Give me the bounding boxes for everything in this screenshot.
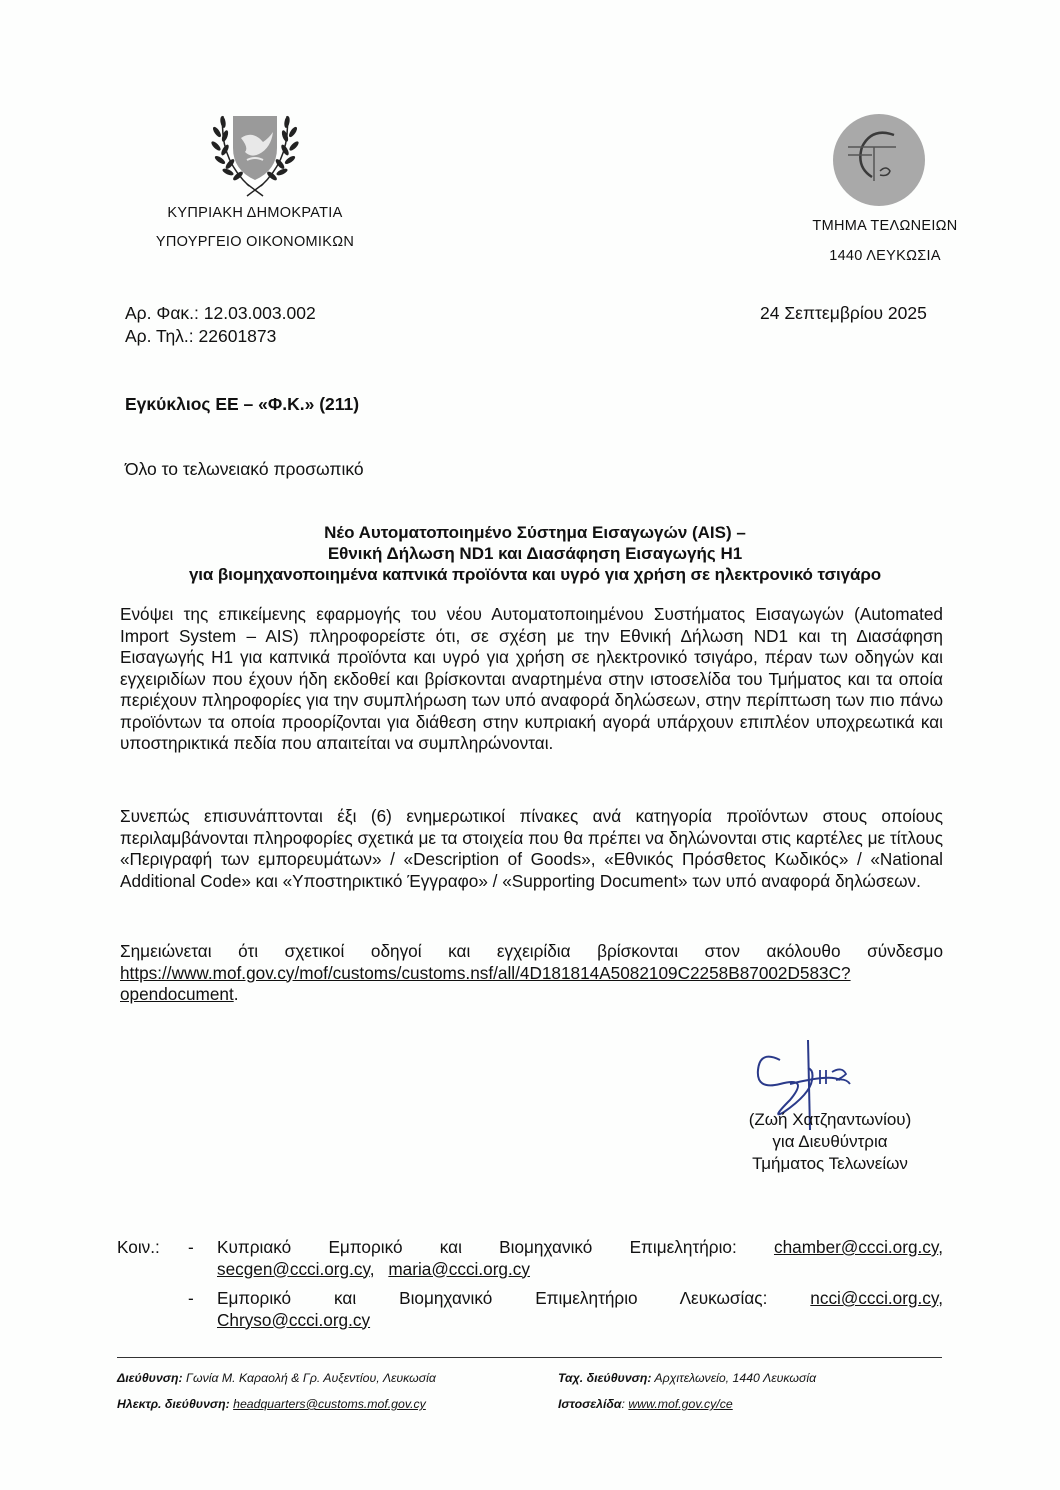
footer-postal-value: Αρχιτελωνείο, 1440 Λευκωσία <box>654 1371 817 1385</box>
footer-email <box>117 1397 426 1411</box>
recipient: Όλο το τελωνειακό προσωπικό <box>125 459 364 479</box>
cc-item-1-dash: - <box>188 1237 194 1257</box>
customs-department-logo-icon <box>832 113 926 207</box>
email-link-ncci[interactable]: ncci@ccci.org.cy <box>810 1288 939 1308</box>
footer-address-label: Διεύθυνση: <box>117 1371 183 1385</box>
footer-website-label: Ιστοσελίδα <box>558 1397 622 1411</box>
cc-item-2: - Εμπορικό και Βιομηχανικό Επιμελητήριο Λευκωσίας: ncci@ccci.org.cy, Chryso@ccci.org.cy <box>188 1288 943 1330</box>
cyprus-coat-of-arms-icon <box>203 108 307 198</box>
email-link-maria[interactable]: maria@ccci.org.cy <box>388 1258 530 1279</box>
circular-code: Εγκύκλιος ΕΕ – «Φ.Κ.» (211) <box>125 394 360 414</box>
subject-line-2: Εθνική Δήλωση ND1 και Διασάφηση Εισαγωγής Η1 <box>327 544 743 563</box>
file-number: Αρ. Φακ.: 12.03.003.002 <box>125 303 316 323</box>
subject-line-1: Νέο Αυτοματοποιημένο Σύστημα Εισαγωγών (AIS) – <box>324 523 746 542</box>
cc-label: Κοιν.: <box>117 1237 160 1257</box>
footer-postal-label: Ταχ. διεύθυνση: <box>558 1371 652 1385</box>
cc-item-2-org: Εμπορικό και Βιομηχανικό Επιμελητήριο Λευκωσίας: <box>217 1288 768 1308</box>
subject-heading <box>110 522 960 585</box>
country-name: ΚΥΠΡΙΑΚΗ ΔΗΜΟΚΡΑΤΙΑ <box>167 205 343 221</box>
footer-website <box>558 1397 733 1411</box>
paragraph-2: Συνεπώς επισυνάπτονται έξι (6) ενημερωτικοί πίνακες ανά κατηγορία προϊόντων στους οποίους περιλαμβάνονται πληροφορίες σχετικά με τα στοιχεία που θα πρέπει να δηλώνονται στις καρτέλες με τίτλους «Περιγραφή των εμπορευμάτων» / «Description of Goods», «Εθνικός Πρόσθετος Κωδικός» / «National Additional Code» και «Υποστηρικτικό Έγγραφο» / «Supporting Document» των υπό αναφορά δηλώσεων. <box>120 806 943 891</box>
document-date: 24 Σεπτεμβρίου 2025 <box>760 303 927 323</box>
cc-item-1: - Κυπριακό Εμπορικό και Βιομηχανικό Επιμελητήριο: chamber@ccci.org.cy, secgen@ccci.org.cy, maria@ccci.org.cy <box>188 1237 943 1279</box>
footer-postal <box>558 1371 816 1385</box>
email-link-chryso[interactable]: Chryso@ccci.org.cy <box>217 1309 371 1330</box>
telephone-number: Αρ. Τηλ.: 22601873 <box>125 326 277 346</box>
department-city: 1440 ΛΕΥΚΩΣΙΑ <box>829 248 941 264</box>
email-link-secgen[interactable]: secgen@ccci.org.cy <box>217 1258 370 1279</box>
signatory-role-2: Τμήματος Τελωνείων <box>752 1154 908 1173</box>
ministry-name: ΥΠΟΥΡΓΕΙΟ ΟΙΚΟΝΟΜΙΚΩΝ <box>155 234 355 250</box>
footer-address-value: Γωνία Μ. Καραολή & Γρ. Αυξεντίου, Λευκωσία <box>185 1371 436 1385</box>
footer-address <box>117 1371 436 1385</box>
paragraph-3 <box>120 941 943 1006</box>
paragraph-3-text: Σημειώνεται ότι σχετικοί οδηγοί και εγχειρίδια βρίσκονται στον ακόλουθο σύνδεσμο <box>120 941 943 961</box>
guides-link-part-2[interactable]: C?opendocument <box>120 962 851 1004</box>
paragraph-1: Ενόψει της επικείμενης εφαρμογής του νέου Αυτοματοποιημένου Συστήματος Εισαγωγών (Automated Import System – AIS) πληροφορείστε ότι, σε σχέση με την Εθνική Δήλωση ND1 και τη Διασάφηση Εισαγωγής H1 για καπνικά προϊόντα και υγρό για χρήση σε ηλεκτρονικό τσιγάρο, πέραν των οδηγών και εγχειριδίων που έχουν ήδη εκδοθεί και βρίσκονται αναρτημένα στην ιστοσελίδα του Τμήματος και τα οποία περιέχουν πληροφορίες για την συμπλήρωση των υπό αναφορά δηλώσεων, στην περίπτωση των πιο πάνω προϊόντων τα οποία προορίζονται για διάθεση στην κυπριακή αγορά υπάρχουν επιπλέον υποχρεωτικά και υποστηρικτικά πεδία που απαιτείται να συμπληρώνονται. <box>120 604 943 753</box>
subject-line-3: για βιομηχανοποιημένα καπνικά προϊόντα και υγρό για χρήση σε ηλεκτρονικό τσιγάρο <box>188 565 882 584</box>
footer-website-link[interactable]: www.mof.gov.cy/ce <box>628 1397 733 1411</box>
cc-item-2-dash: - <box>188 1288 194 1308</box>
email-link-chamber[interactable]: chamber@ccci.org.cy <box>773 1237 939 1257</box>
paragraph-3-end: . <box>233 984 239 1004</box>
footer-email-label: Ηλεκτρ. διεύθυνση: <box>117 1397 230 1411</box>
guides-link-part-1[interactable]: https://www.mof.gov.cy/mof/customs/customs.nsf/all/4D181814A5082109C2258B87002D583 <box>120 962 829 983</box>
guides-link[interactable] <box>120 963 851 1005</box>
cc-item-1-org: Κυπριακό Εμπορικό και Βιομηχανικό Επιμελητήριο: <box>217 1237 737 1257</box>
signatory-role-1: για Διευθύντρια <box>772 1132 888 1151</box>
footer-website-colon: : <box>621 1397 625 1411</box>
footer-email-link[interactable]: headquarters@customs.mof.gov.cy <box>233 1397 426 1411</box>
signatory-name: (Ζωή Χατζηαντωνίου) <box>748 1110 912 1129</box>
footer-divider <box>117 1357 942 1358</box>
department-name: ΤΜΗΜΑ ΤΕΛΩΝΕΙΩΝ <box>812 218 958 234</box>
